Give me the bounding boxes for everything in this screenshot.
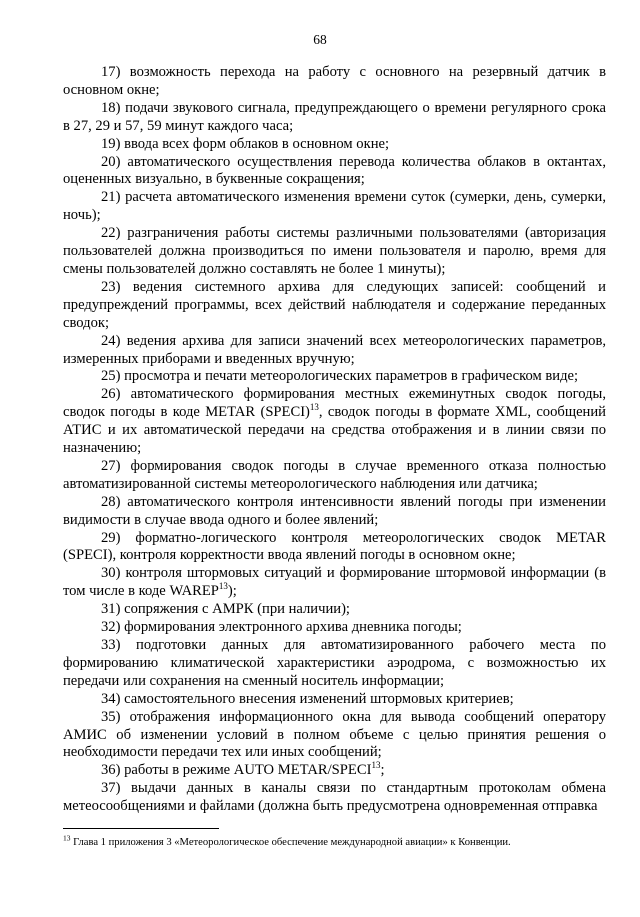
footnote-text: Глава 1 приложения 3 «Метеорологическое обеспечение международной авиации» к Конвенции. [70, 837, 511, 848]
footnote-reference: 13 [218, 581, 228, 592]
list-item: 21) расчета автоматического изменения времени суток (сумерки, день, сумерки, ночь); [63, 189, 606, 224]
item-text: , сводок погоды в формате XML, сообщений АТИС и их автоматической передачи на средства отображения и в линии связи по назначению; [63, 404, 606, 457]
list-item [63, 565, 606, 601]
footnote-reference: 13 [309, 402, 319, 413]
footnote-reference: 13 [371, 760, 381, 771]
list-item: 23) ведения системного архива для следующих записей: сообщений и предупреждений программы, всех действий наблюдателя и содержание переданных сводок; [63, 278, 606, 331]
list-item [63, 762, 606, 780]
list-item: 35) отображения информационного окна для вывода сообщений оператору АМИС об изменении условий в полном объеме с целью принятия решения о необходимости передачи тех или иных сообщений; [63, 708, 606, 761]
list-item: 25) просмотра и печати метеорологических параметров в графическом виде; [101, 368, 579, 385]
list-item: 20) автоматического осуществления перевода количества облаков в октантах, оцененных визуально, в буквенные сокращения; [63, 153, 606, 188]
list-item: 27) формирования сводок погоды в случае временного отказа полностью автоматизированной системы метеорологического наблюдения или датчика; [63, 457, 606, 492]
item-text: 26) автоматического формирования местных ежеминутных сводок погоды, сводок погоды в коде METAR (SPECI) [63, 386, 606, 421]
requirements-list [63, 64, 606, 816]
page-number: 68 [313, 32, 327, 47]
footnote [63, 833, 606, 849]
footnote-separator [63, 828, 219, 829]
list-item: 34) самостоятельного внесения изменений штормовых критериев; [101, 690, 514, 707]
list-item: 28) автоматического контроля интенсивности явлений погоды при изменении видимости в случае ввода одного и более явлений; [63, 493, 606, 528]
list-item: 33) подготовки данных для автоматизированного рабочего места по формированию климатической характеристики аэродрома, с возможностью их передачи или сохранения на сменный носитель информации; [63, 637, 606, 689]
list-item: 19) ввода всех форм облаков в основном окне; [101, 135, 390, 152]
list-item: 29) форматно-логического контроля метеорологических сводок METAR (SPECI), контроля корректности ввода явлений погоды в основном окне; [63, 529, 606, 564]
item-text: 30) контроля штормовых ситуаций и формирование штормовой информации (в том числе в коде WAREP [63, 565, 606, 600]
list-item: 32) формирования электронного архива дневника погоды; [101, 619, 462, 636]
list-item: 37) выдачи данных в каналы связи по стандартным протоколам обмена метеосообщениями и файлами (должна быть предусмотрена одновременная отправка [63, 780, 606, 815]
list-item: 18) подачи звукового сигнала, предупреждающего о времени регулярного срока в 27, 29 и 57, 59 минут каждого часа; [63, 99, 606, 134]
item-text: ; [380, 762, 385, 779]
item-text: 36) работы в режиме AUTO METAR/SPECI [101, 762, 372, 779]
item-text: ); [227, 583, 237, 600]
footnote-mark: 13 [63, 833, 71, 843]
list-item: 24) ведения архива для записи значений всех метеорологических параметров, измеренных приборами и введенных вручную; [63, 332, 606, 367]
list-item: 31) сопряжения с АМРК (при наличии); [101, 601, 350, 618]
list-item: 22) разграничения работы системы различными пользователями (авторизация пользователей должна производиться по имени пользователя и паролю, время для смены пользователей должно составлять не более 1 минуты); [63, 225, 606, 277]
list-item: 17) возможность перехода на работу с основного на резервный датчик в основном окне; [63, 64, 606, 98]
list-item [63, 386, 606, 458]
